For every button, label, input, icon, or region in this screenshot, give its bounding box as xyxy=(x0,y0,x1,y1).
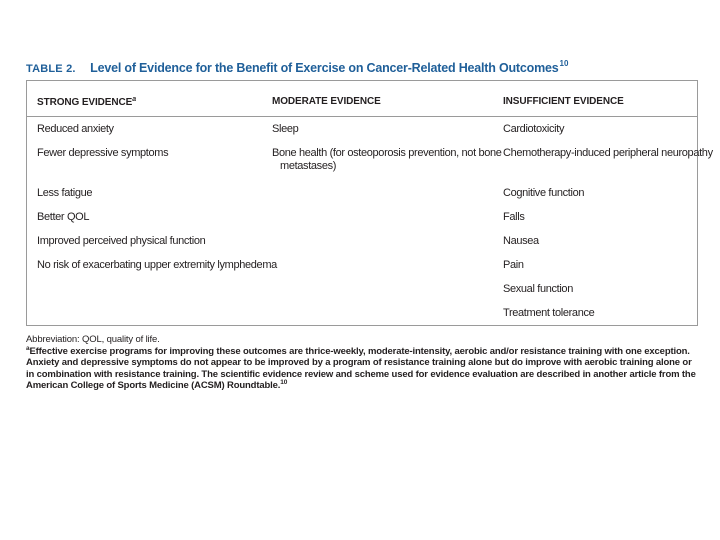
moderate-cell-bone-health-line1: Bone health (for osteoporosis prevention, not bone xyxy=(272,147,502,159)
table-header-row xyxy=(27,81,697,117)
insufficient-cell-treatment-tolerance: Treatment tolerance xyxy=(503,307,595,319)
strong-cell-depressive: Fewer depressive symptoms xyxy=(37,147,169,159)
header-strong-label: STRONG EVIDENCE xyxy=(37,97,133,108)
header-strong-marker: a xyxy=(132,96,136,103)
moderate-cell-bone-health xyxy=(272,147,502,173)
insufficient-cell-neuropathy: Chemotherapy-induced peripheral neuropathy xyxy=(503,147,713,159)
table-title-row xyxy=(26,59,568,77)
header-moderate-evidence: MODERATE EVIDENCE xyxy=(272,96,381,107)
footnote-body xyxy=(26,346,696,392)
strong-cell-fatigue: Less fatigue xyxy=(37,187,93,199)
strong-cell-anxiety: Reduced anxiety xyxy=(37,123,114,135)
footnote-marker: a xyxy=(26,344,30,352)
strong-cell-physical-function: Improved perceived physical function xyxy=(37,235,206,247)
header-insufficient-evidence: INSUFFICIENT EVIDENCE xyxy=(503,96,624,107)
table-label: TABLE 2. xyxy=(26,63,76,75)
insufficient-cell-falls: Falls xyxy=(503,211,525,223)
evidence-table xyxy=(26,80,713,326)
insufficient-cell-cardiotoxicity: Cardiotoxicity xyxy=(503,123,565,135)
insufficient-cell-sexual-function: Sexual function xyxy=(503,283,573,295)
moderate-cell-sleep: Sleep xyxy=(272,123,299,135)
insufficient-cell-pain: Pain xyxy=(503,259,524,271)
title-reference: 10 xyxy=(559,59,569,68)
abbreviation-note: Abbreviation: QOL, quality of life. xyxy=(26,334,160,345)
table-title: Level of Evidence for the Benefit of Exercise on Cancer-Related Health Outcomes xyxy=(90,61,559,75)
insufficient-cell-cognitive: Cognitive function xyxy=(503,187,585,199)
strong-cell-qol: Better QOL xyxy=(37,211,90,223)
strong-cell-lymphedema: No risk of exacerbating upper extremity lymphedema xyxy=(37,259,277,271)
moderate-cell-bone-health-line2: metastases) xyxy=(280,160,337,172)
footnote-reference: 10 xyxy=(280,378,288,386)
header-strong-evidence xyxy=(37,96,136,108)
footnote-text: Effective exercise programs for improving these outcomes are thrice-weekly, moderate-intensity, aerobic and/or resistance training with one exception. Anxiety and depressive symptoms do not appear to be improved by a program of resistance training alone but do improve with aerobic training alone or in combination with resistance training. The scientific evidence review and scheme used for evidence evaluation are described in another article from the American College of Sports Medicine (ACSM) Roundtable. xyxy=(26,345,696,391)
table-footnote xyxy=(26,334,702,392)
insufficient-cell-nausea: Nausea xyxy=(503,235,539,247)
